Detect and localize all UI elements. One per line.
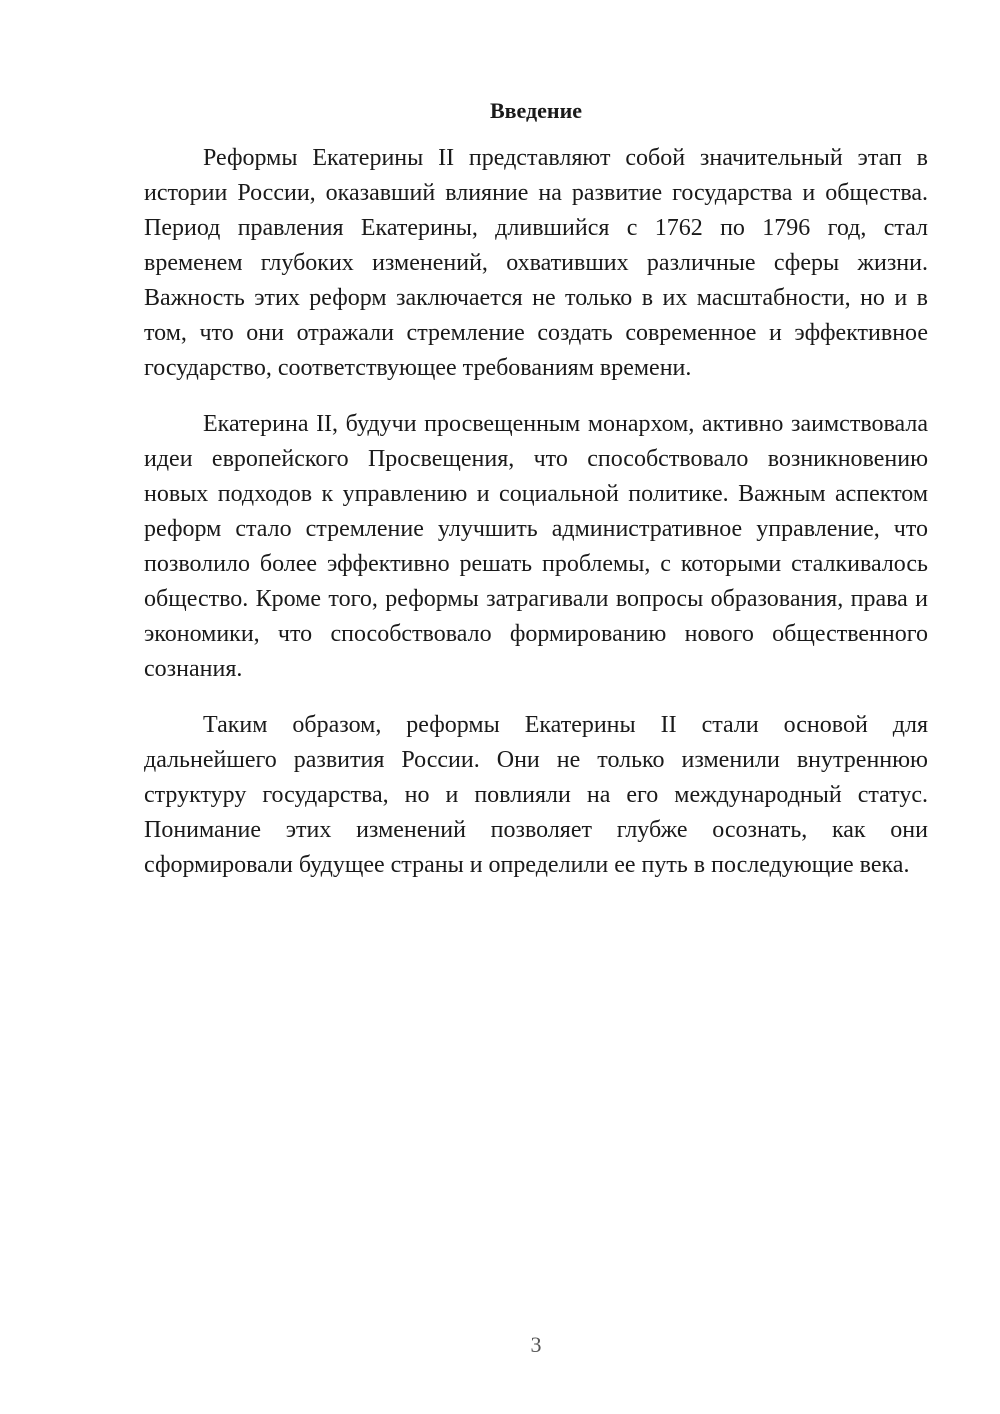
paragraph-1: Реформы Екатерины II представляют собой значительный этап в истории России, оказавший влияние на развитие государства и общества. Период правления Екатерины, длившийся с 1762 по 1796 год, стал временем глубоких изменений, охвативших различные сферы жизни. Важность этих реформ заключается не только в их масштабности, но и в том, что они отражали стремление создать современное и эффективное государство, соответствующее требованиям времени.	[144, 145, 928, 381]
body-text	[144, 141, 928, 904]
paragraph-3: Таким образом, реформы Екатерины II стали основой для дальнейшего развития России. Они не только изменили внутреннюю структуру государства, но и повлияли на его международный статус. Понимание этих изменений позволяет глубже осознать, как они сформировали будущее страны и определили ее путь в последующие века.	[144, 712, 928, 878]
section-heading: Введение	[489, 98, 583, 123]
paragraph-2: Екатерина II, будучи просвещенным монархом, активно заимствовала идеи европейского Просвещения, что способствовало возникновению новых подходов к управлению и социальной политике. Важным аспектом реформ стало стремление улучшить административное управление, что позволило более эффективно решать проблемы, с которыми сталкивалось общество. Кроме того, реформы затрагивали вопросы образования, права и экономики, что способствовало формированию нового общественного сознания.	[144, 411, 928, 682]
page-number: 3	[530, 1332, 542, 1357]
